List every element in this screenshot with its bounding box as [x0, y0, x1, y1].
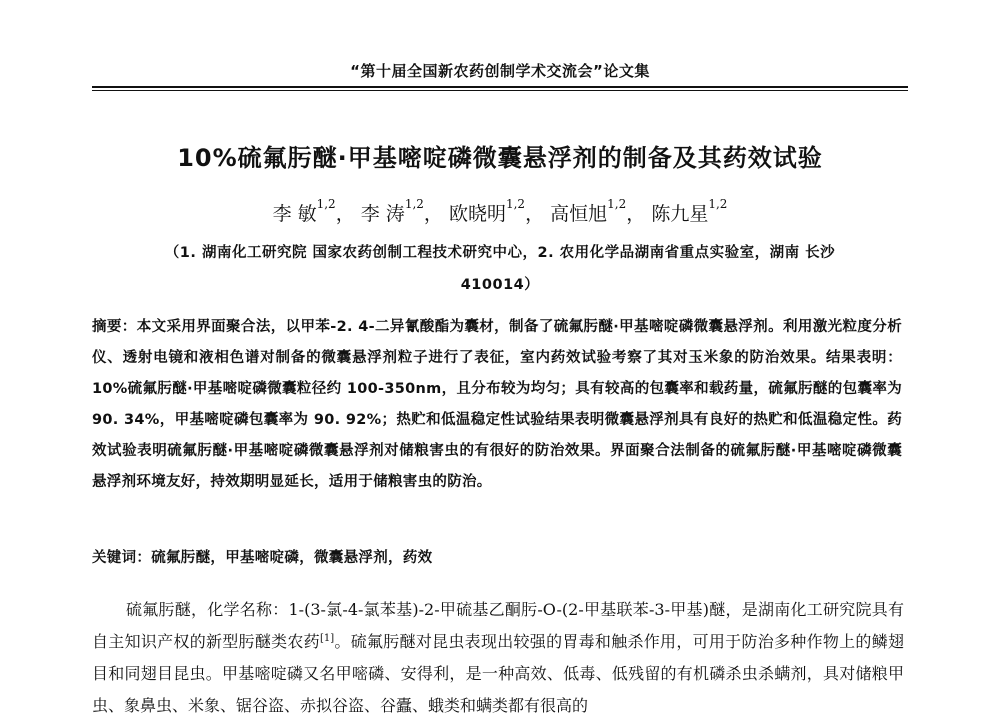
author-affil-sup: 1,2	[708, 197, 728, 211]
author-name: 李 涛	[360, 203, 405, 225]
citation-ref: [1]	[319, 633, 335, 644]
affiliation-line-1: （1. 湖南化工研究院 国家农药创制工程技术研究中心，2. 农用化学品湖南省重点实验室，湖南 长沙	[164, 245, 836, 261]
paper-title: 10%硫氟肟醚·甲基嘧啶磷微囊悬浮剂的制备及其药效试验	[177, 144, 823, 172]
author-name: 高恒旭	[550, 203, 608, 225]
author-affil-sup: 1,2	[316, 197, 336, 211]
keywords	[92, 546, 902, 567]
author-separator: ，	[626, 203, 646, 225]
abstract-label: 摘要：	[92, 319, 137, 335]
running-head: “第十届全国新农药创制学术交流会”论文集	[350, 62, 650, 80]
body-paragraph	[92, 594, 904, 722]
affiliation-line-2: 410014）	[460, 277, 540, 293]
header-rule-thick	[92, 86, 908, 88]
author-separator: ，	[423, 203, 443, 225]
author-name: 陈九星	[651, 203, 709, 225]
header-rule-thin	[92, 90, 908, 91]
author-separator: ，	[335, 203, 355, 225]
body-text-part-2: 。硫氟肟醚对昆虫表现出较强的胃毒和触杀作用，可用于防治多种作物上的鳞翅目和同翅目昆虫。甲基嘧啶磷又名甲嘧磷、安得利，是一种高效、低毒、低残留的有机磷杀虫杀螨剂，具对储粮甲虫、象鼻虫、米象、锯谷盗、赤拟谷盗、谷蠹、蛾类和螨类都有很高的	[92, 632, 904, 715]
author-affil-sup: 1,2	[505, 197, 526, 211]
abstract-text: 本文采用界面聚合法，以甲苯-2. 4-二异氰酸酯为囊材，制备了硫氟肟醚·甲基嘧啶磷微囊悬浮剂。利用激光粒度分析仪、透射电镜和液相色谱对制备的微囊悬浮剂粒子进行了表征，室内药效试验考察了其对玉米象的防治效果。结果表明：10%硫氟肟醚·甲基嘧啶磷微囊粒径约 100-350nm，且分布较为均匀；具有较高的包囊率和载药量，硫氟肟醚的包囊率为 90. 34%，甲基嘧啶磷包囊率为 90. 92%；热贮和低温稳定性试验结果表明微囊悬浮剂具有良好的热贮和低温稳定性。药效试验表明硫氟肟醚·甲基嘧啶磷微囊悬浮剂对储粮害虫的有很好的防治效果。界面聚合法制备的硫氟肟醚·甲基嘧啶磷微囊悬浮剂环境友好，持效期明显延长，适用于储粮害虫的防治。	[92, 319, 903, 490]
author-affil-sup: 1,2	[404, 197, 424, 211]
keywords-text: 硫氟肟醚，甲基嘧啶磷，微囊悬浮剂，药效	[151, 550, 433, 566]
author-separator: ，	[525, 203, 545, 225]
body-text-part-1: 硫氟肟醚，化学名称：1-(3-氯-4-氯苯基)-2-甲硫基乙酮肟-O-(2-甲基联苯-3-甲基)醚，是湖南化工研究院具有自主知识产权的新型肟醚类农药	[92, 600, 904, 651]
author-name: 欧晓明	[448, 203, 506, 225]
keywords-label: 关键词：	[92, 550, 152, 566]
author-list	[92, 199, 908, 226]
author-affil-sup: 1,2	[607, 197, 627, 211]
affiliation	[92, 237, 908, 301]
abstract	[92, 312, 902, 498]
author-name: 李 敏	[272, 203, 317, 225]
